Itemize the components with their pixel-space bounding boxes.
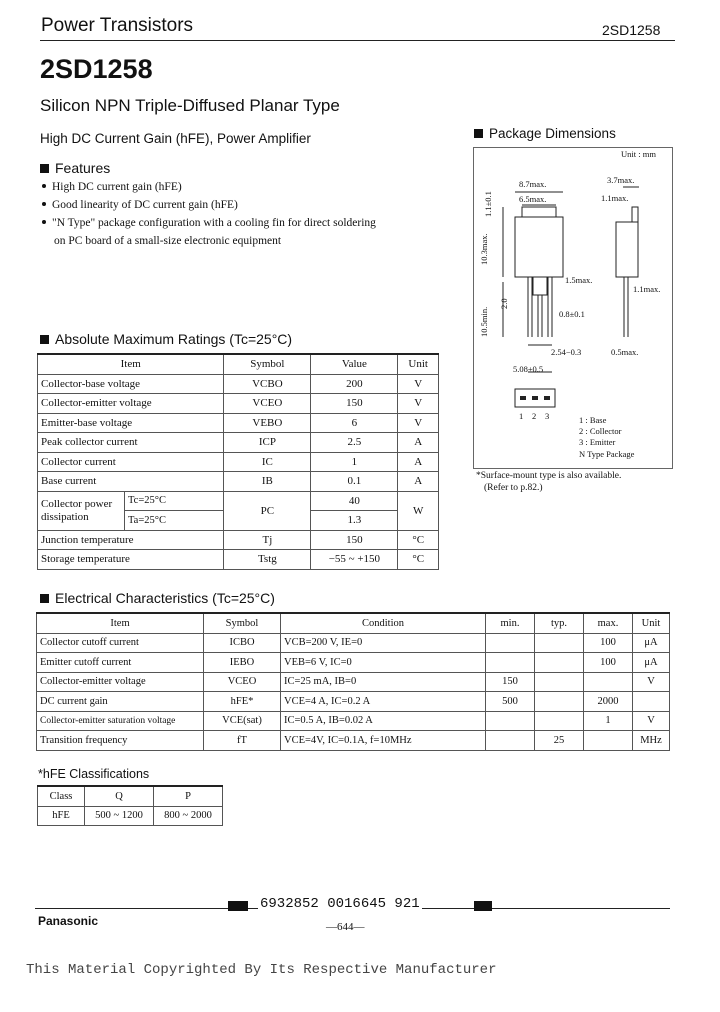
table-row: Peak collector current ICP 2.5 A	[38, 433, 439, 453]
table-row: Junction temperature Tj 150 °C	[38, 530, 439, 550]
hfe-class-heading: *hFE Classifications	[38, 767, 150, 781]
dim-label: 2.54−0.3	[551, 347, 582, 357]
barcode-bar-right	[474, 901, 492, 911]
package-note-ref: (Refer to p.82.)	[484, 483, 543, 493]
collector-stub	[533, 277, 547, 295]
col-header: Symbol	[224, 354, 311, 374]
dim-label: 1.1±0.1	[483, 191, 493, 217]
pin-legend: 1 : Base	[579, 415, 607, 425]
pin-legend: 2 : Collector	[579, 426, 622, 436]
col-header: Unit	[633, 613, 670, 633]
col-header: Value	[311, 354, 398, 374]
table-row: Base current IB 0.1 A	[38, 472, 439, 492]
pad-2	[532, 396, 538, 400]
header-rule	[40, 40, 675, 41]
elec-heading: Electrical Characteristics (Tc=25°C)	[40, 590, 275, 606]
package-note: *Surface-mount type is also available.	[476, 471, 622, 481]
bullet-icon	[42, 184, 46, 188]
pin-legend: 3 : Emitter	[579, 437, 616, 447]
col-header: Unit	[398, 354, 439, 374]
dim-label: 1.5max.	[565, 275, 593, 285]
table-row: Transition frequency fT VCE=4V, IC=0.1A, f=10MHz 25 MHz	[37, 731, 670, 751]
table-header	[38, 354, 439, 374]
bullet-icon	[42, 220, 46, 224]
dim-label: 1.1max.	[633, 284, 661, 294]
col-header: Symbol	[204, 613, 281, 633]
table-row: Collector-emitter voltage VCEO 150 V	[38, 394, 439, 414]
pin-number: 1	[519, 411, 524, 421]
abs-max-table	[37, 353, 439, 570]
dim-label: 6.5max.	[519, 194, 547, 204]
table-row: hFE 500 ~ 1200 800 ~ 2000	[38, 806, 223, 826]
brand-logo: Panasonic	[38, 914, 99, 928]
page-number: —644—	[326, 921, 365, 933]
page-title: 2SD1258	[40, 54, 153, 84]
features-list	[42, 178, 376, 250]
table-row: Collector-emitter voltage VCEO IC=25 mA, IB=0 150 V	[37, 672, 670, 692]
table-row: DC current gain hFE* VCE=4 A, IC=0.2 A 500 2000	[37, 692, 670, 712]
dim-label: 0.8±0.1	[559, 309, 585, 319]
dim-label: 5.08±0.5	[513, 364, 544, 374]
col-header: Item	[37, 613, 204, 633]
square-bullet-icon	[40, 164, 49, 173]
dim-label: 0.5max.	[611, 347, 639, 357]
list-item: Good linearity of DC current gain (hFE)	[42, 196, 376, 214]
hfe-class-table	[37, 785, 223, 826]
col-header: Condition	[281, 613, 486, 633]
list-item: on PC board of a small-size electronic equipment	[54, 235, 282, 247]
table-row: Collector cutoff current ICBO VCB=200 V, IE=0 100 μA	[37, 633, 670, 653]
bullet-icon	[42, 202, 46, 206]
dim-label: 8.7max.	[519, 179, 547, 189]
col-header: Item	[38, 354, 224, 374]
copyright-line: This Material Copyrighted By Its Respective Manufacturer	[26, 962, 497, 978]
pad-3	[544, 396, 550, 400]
features-heading: Features	[40, 160, 110, 176]
list-item: High DC current gain (hFE)	[42, 178, 376, 196]
pin-number: 2	[532, 411, 537, 421]
pad-1	[520, 396, 526, 400]
col-header: Q	[85, 786, 154, 806]
col-header: min.	[486, 613, 535, 633]
table-row: Storage temperature Tstg −55 ~ +150 °C	[38, 550, 439, 570]
device-type: Silicon NPN Triple-Diffused Planar Type	[40, 96, 340, 115]
body-front	[515, 217, 563, 277]
dim-label: 3.7max.	[607, 175, 635, 185]
table-header	[38, 786, 223, 806]
package-outline	[503, 187, 639, 407]
table-row: Collector power dissipation Tc=25°C PC 40 W	[38, 491, 439, 511]
table-row: Collector-base voltage VCBO 200 V	[38, 374, 439, 394]
pin-number: 3	[545, 411, 550, 421]
table-row: Collector current IC 1 A	[38, 452, 439, 472]
square-bullet-icon	[40, 335, 49, 344]
col-header: P	[154, 786, 223, 806]
table-row: Ta=25°C 1.3	[38, 511, 439, 531]
dim-label: 1.1max.	[601, 193, 629, 203]
unit-label: Unit : mm	[621, 149, 656, 159]
barcode-bar-left	[228, 901, 248, 911]
list-item: "N Type" package configuration with a cooling fin for direct soldering	[42, 214, 376, 232]
table-row: Emitter cutoff current IEBO VEB=6 V, IC=0 100 μA	[37, 653, 670, 673]
package-drawing	[473, 147, 671, 467]
header-part-number: 2SD1258	[602, 22, 661, 38]
pin-legend: N Type Package	[579, 449, 635, 459]
table-row: Emitter-base voltage VEBO 6 V	[38, 413, 439, 433]
dim-label: 10.3max.	[479, 233, 489, 265]
barcode-text: 6932852 0016645 921	[260, 896, 420, 912]
table-header	[37, 613, 670, 633]
dim-label: 10.5min.	[479, 306, 489, 337]
application-line: High DC Current Gain (hFE), Power Amplifier	[40, 131, 311, 146]
elec-table	[36, 612, 670, 751]
col-header: Class	[38, 786, 85, 806]
square-bullet-icon	[40, 594, 49, 603]
header-category: Power Transistors	[41, 15, 194, 36]
package-heading: Package Dimensions	[474, 126, 616, 141]
body-side	[616, 222, 638, 277]
square-bullet-icon	[474, 129, 483, 138]
fin-tab	[522, 207, 556, 217]
dim-label: 2.0	[499, 298, 509, 309]
col-header: max.	[584, 613, 633, 633]
col-header: typ.	[535, 613, 584, 633]
abs-max-heading: Absolute Maximum Ratings (Tc=25°C)	[40, 331, 292, 347]
table-row: Collector-emitter saturation voltage VCE(sat) IC=0.5 A, IB=0.02 A 1 V	[37, 711, 670, 731]
